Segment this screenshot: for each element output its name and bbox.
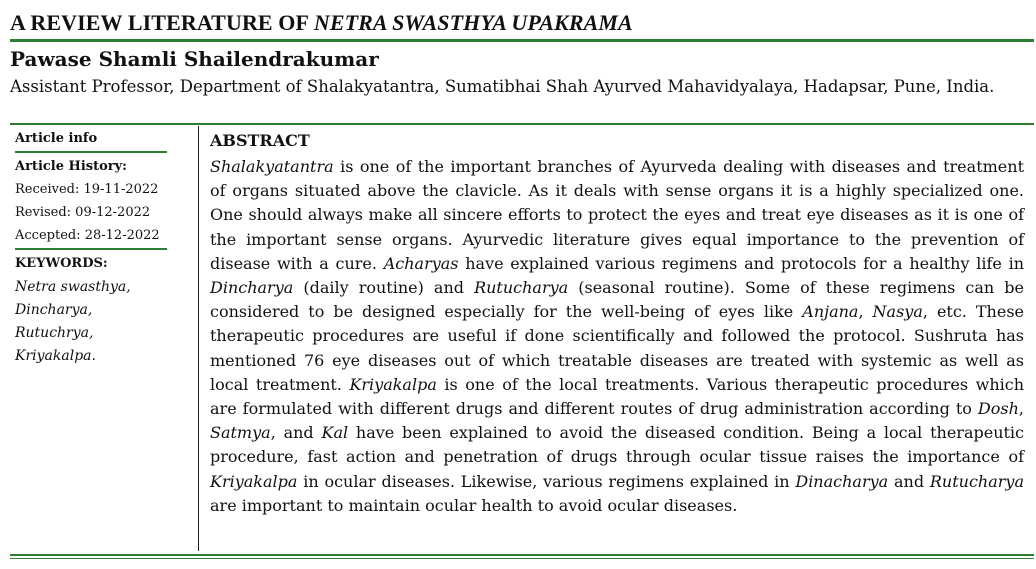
abstract-text: , and bbox=[270, 423, 322, 443]
abstract-text: and bbox=[888, 471, 930, 491]
abstract-term: Nasya bbox=[872, 302, 923, 322]
keyword-item: Rutuchrya, bbox=[15, 325, 94, 341]
abstract-text: is one of the local treatments. Various therapeutic procedures which are formulated with different drugs and different routes of drug administration according to bbox=[210, 374, 1025, 419]
abstract-term: Acharyas bbox=[383, 253, 459, 273]
author-name: Pawase Shamli Shailendrakumar bbox=[10, 47, 379, 71]
column-divider bbox=[198, 126, 199, 551]
title-plain: A REVIEW LITERATURE OF bbox=[10, 10, 309, 35]
abstract-text: , etc. These therapeutic procedures are useful if done scientifically and followed the protocol. Sushruta has mentioned 76 eye diseases out of which treatable diseases are treated with systemic as well as local treatment. bbox=[210, 302, 1025, 394]
article-info-panel bbox=[15, 128, 183, 368]
abstract-term: Kriyakalpa bbox=[210, 471, 298, 491]
abstract-text: , bbox=[858, 302, 873, 322]
abstract-text: have been explained to avoid the diseased condition. Being a local therapeutic procedure, fast action and penetration of drugs through ocular tissue raises the importance of bbox=[210, 423, 1025, 467]
footer-rule-top bbox=[10, 554, 1034, 556]
revised-date: Revised: 09-12-2022 bbox=[15, 205, 151, 220]
abstract-term: Kriyakalpa bbox=[349, 374, 437, 394]
title-italic: NETRA SWASTHYA UPAKRAMA bbox=[313, 10, 633, 35]
abstract-text: , bbox=[1018, 399, 1024, 419]
abstract-term: Anjana bbox=[802, 302, 859, 322]
abstract-term: Shalakyatantra bbox=[210, 157, 334, 176]
keywords-divider bbox=[15, 248, 167, 250]
abstract-body bbox=[210, 155, 1024, 518]
header-rule bbox=[10, 123, 1034, 125]
keyword-item: Dincharya, bbox=[15, 302, 93, 318]
article-info-heading: Article info bbox=[15, 131, 98, 146]
paper-title bbox=[10, 10, 633, 36]
accepted-date: Accepted: 28-12-2022 bbox=[15, 228, 160, 243]
abstract-text: are important to maintain ocular health to avoid ocular diseases. bbox=[210, 495, 738, 515]
keyword-item: Netra swasthya, bbox=[15, 279, 131, 295]
abstract-text: (daily routine) and bbox=[293, 278, 475, 298]
abstract-term: Kal bbox=[321, 423, 349, 443]
footer-rule-bottom bbox=[10, 558, 1034, 559]
abstract-text: have explained various regimens and protocols for a healthy life in bbox=[458, 253, 1025, 273]
abstract-text: in ocular diseases. Likewise, various regimens explained in bbox=[297, 471, 796, 491]
keyword-item: Kriyakalpa. bbox=[15, 348, 96, 364]
title-rule bbox=[10, 39, 1034, 42]
received-date: Received: 19-11-2022 bbox=[15, 182, 159, 197]
abstract-term: Rutucharya bbox=[929, 471, 1024, 491]
abstract-term: Dincharya bbox=[210, 278, 294, 298]
article-info-divider bbox=[15, 151, 167, 153]
article-history-heading: Article History: bbox=[15, 159, 127, 174]
abstract-term: Dinacharya bbox=[795, 471, 889, 491]
keywords-heading: KEYWORDS: bbox=[15, 256, 108, 271]
abstract-text: (seasonal routine). Some of these regimens can be considered to be designed especially for the well-being of eyes like bbox=[210, 278, 1024, 322]
author-affiliation: Assistant Professor, Department of Shalakyatantra, Sumatibhai Shah Ayurved Mahavidyalaya, Hadapsar, Pune, India. bbox=[10, 77, 995, 96]
abstract-term: Rutucharya bbox=[474, 278, 569, 298]
abstract-heading: ABSTRACT bbox=[210, 131, 310, 150]
abstract-term: Satmya bbox=[210, 423, 271, 443]
abstract-term: Dosh bbox=[977, 399, 1019, 419]
abstract-text: is one of the important branches of Ayurveda dealing with diseases and treatment of organs situated above the clavicle. As it deals with sense organs it is a highly specialized one. One should always make all sincere efforts to protect the eyes and treat eye diseases as it is one of the important sense organs. Ayurvedic literature gives equal importance to the prevention of disease with a cure. bbox=[210, 157, 1024, 273]
